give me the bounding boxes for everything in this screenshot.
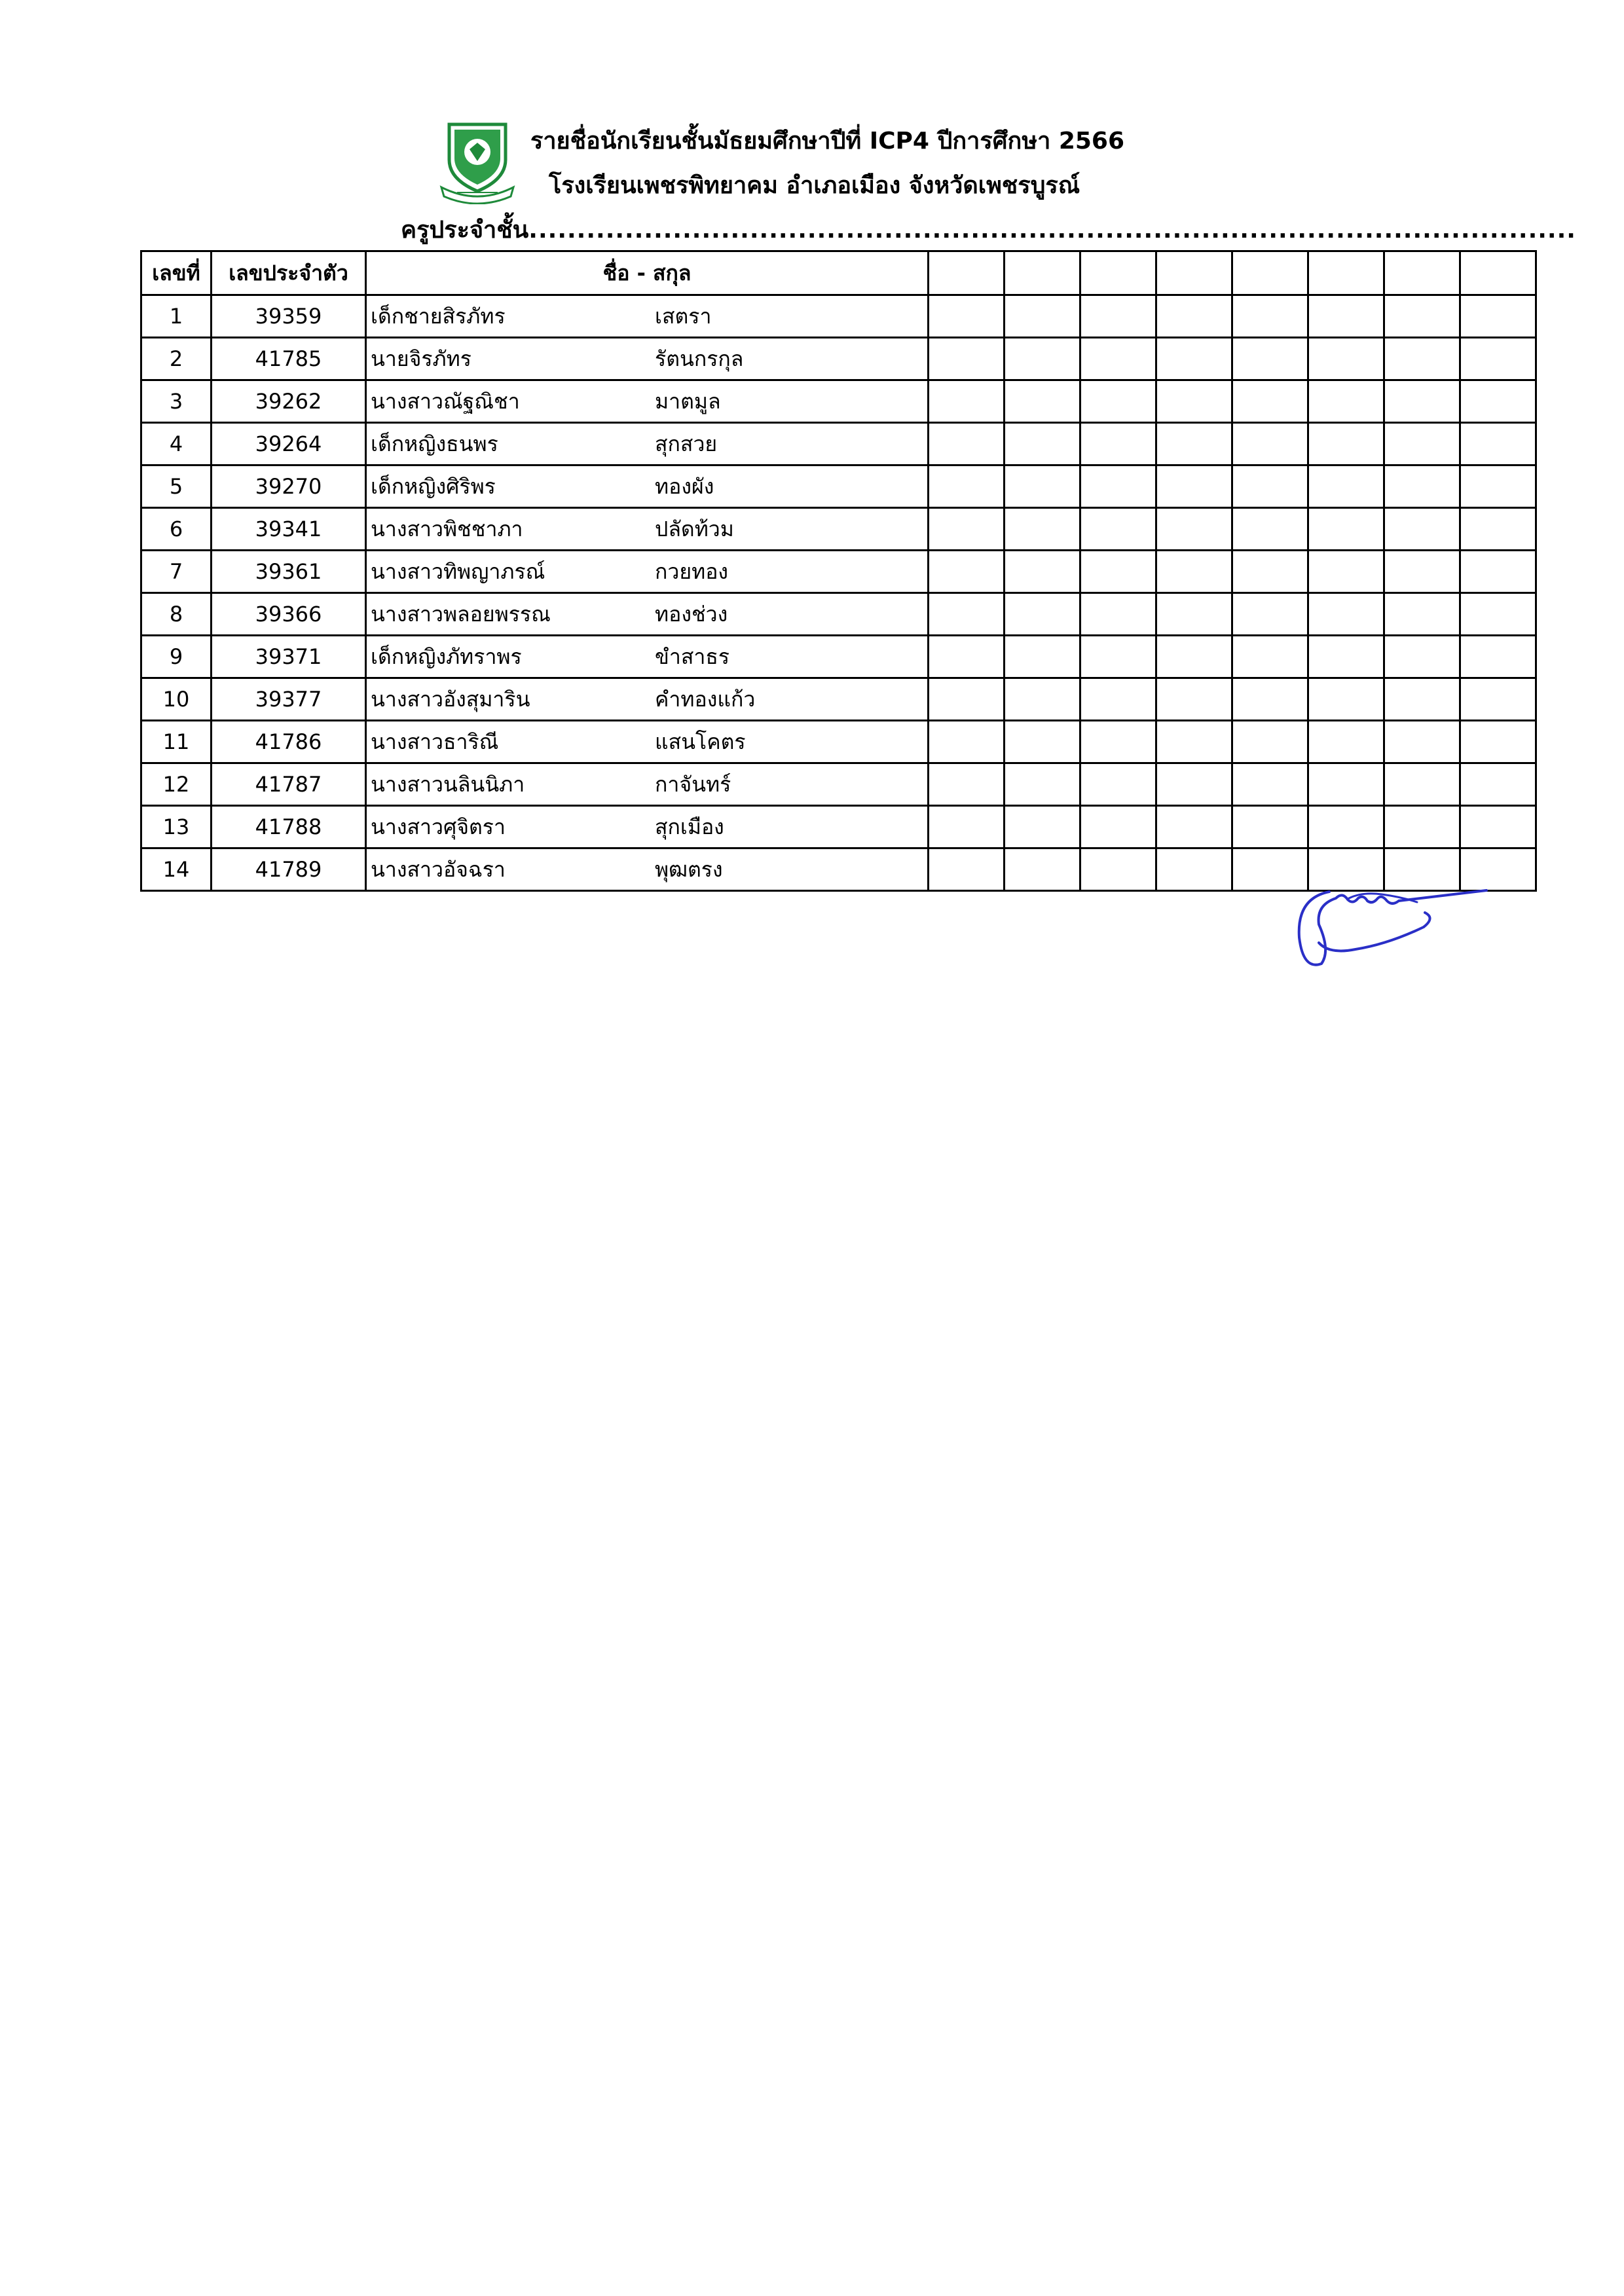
blank-cell <box>1232 423 1308 465</box>
blank-cell <box>929 338 1005 380</box>
blank-cell <box>929 806 1005 848</box>
row-number: 10 <box>141 678 212 721</box>
blank-cell <box>1080 380 1156 423</box>
blank-cell <box>1460 763 1536 806</box>
last-name: สุกสวย <box>655 431 718 456</box>
student-name-cell <box>366 636 929 678</box>
blank-cell <box>929 721 1005 763</box>
blank-cell <box>1080 848 1156 891</box>
blank-cell <box>1156 636 1232 678</box>
row-number: 3 <box>141 380 212 423</box>
blank-cell <box>1232 636 1308 678</box>
last-name: แสนโคตร <box>655 729 746 754</box>
blank-cell <box>1156 295 1232 338</box>
row-number: 9 <box>141 636 212 678</box>
blank-cell <box>1156 848 1232 891</box>
blank-cell <box>1232 380 1308 423</box>
blank-cell <box>1005 636 1080 678</box>
blank-cell <box>929 763 1005 806</box>
blank-cell <box>1384 508 1460 551</box>
first-name: เด็กชายสิรภัทร <box>371 304 506 329</box>
first-name: เด็กหญิงศิริพร <box>371 474 496 499</box>
last-name: ทองผัง <box>655 474 714 499</box>
blank-cell <box>1460 380 1536 423</box>
first-name: เด็กหญิงภัทราพร <box>371 644 522 669</box>
blank-cell <box>1308 593 1384 636</box>
blank-cell <box>1005 678 1080 721</box>
blank-cell <box>1005 338 1080 380</box>
blank-cell <box>1384 380 1460 423</box>
blank-cell <box>1384 721 1460 763</box>
blank-cell <box>1308 636 1384 678</box>
header-blank-column <box>1384 251 1460 295</box>
blank-cell <box>1460 593 1536 636</box>
blank-cell <box>1232 678 1308 721</box>
blank-cell <box>1460 465 1536 508</box>
blank-cell <box>1080 465 1156 508</box>
student-name-cell <box>366 593 929 636</box>
blank-cell <box>1005 848 1080 891</box>
student-name-cell <box>366 806 929 848</box>
document-header <box>0 0 1624 249</box>
blank-cell <box>1080 636 1156 678</box>
first-name: นางสาวพลอยพรรณ <box>371 602 551 627</box>
last-name: คำทองแก้ว <box>655 687 756 712</box>
last-name: ปลัดท้วม <box>655 517 734 541</box>
student-id: 39377 <box>212 678 366 721</box>
blank-cell <box>1156 763 1232 806</box>
blank-cell <box>1384 806 1460 848</box>
table-header-row <box>141 251 1536 295</box>
student-id: 39341 <box>212 508 366 551</box>
blank-cell <box>1232 551 1308 593</box>
blank-cell <box>1156 806 1232 848</box>
teacher-fill-line: ............................................................................................................. <box>528 217 1576 244</box>
blank-cell <box>1384 763 1460 806</box>
blank-cell <box>929 465 1005 508</box>
header-blank-column <box>1080 251 1156 295</box>
student-name-cell <box>366 380 929 423</box>
table-row <box>141 763 1536 806</box>
blank-cell <box>1384 593 1460 636</box>
student-name-cell <box>366 508 929 551</box>
blank-cell <box>1232 295 1308 338</box>
blank-cell <box>1156 508 1232 551</box>
blank-cell <box>1005 806 1080 848</box>
student-name-cell <box>366 551 929 593</box>
blank-cell <box>1308 721 1384 763</box>
last-name: กวยทอง <box>655 559 729 584</box>
first-name: นางสาวพิชชาภา <box>371 517 523 541</box>
blank-cell <box>929 593 1005 636</box>
header-student-id: เลขประจำตัว <box>212 251 366 295</box>
blank-cell <box>1080 721 1156 763</box>
blank-cell <box>1156 721 1232 763</box>
blank-cell <box>1308 380 1384 423</box>
student-id: 39359 <box>212 295 366 338</box>
blank-cell <box>929 848 1005 891</box>
row-number: 2 <box>141 338 212 380</box>
blank-cell <box>1080 295 1156 338</box>
blank-cell <box>1232 465 1308 508</box>
row-number: 5 <box>141 465 212 508</box>
blank-cell <box>1308 465 1384 508</box>
school-logo <box>437 119 517 204</box>
blank-cell <box>1460 678 1536 721</box>
student-id: 39371 <box>212 636 366 678</box>
blank-cell <box>1308 423 1384 465</box>
school-location-line: โรงเรียนเพชรพิทยาคม อำเภอเมือง จังหวัดเพชรบูรณ์ <box>549 172 1080 199</box>
table-row <box>141 465 1536 508</box>
first-name: นางสาวนลินนิภา <box>371 772 525 797</box>
blank-cell <box>1232 338 1308 380</box>
student-name-cell <box>366 848 929 891</box>
blank-cell <box>1080 806 1156 848</box>
blank-cell <box>1308 763 1384 806</box>
blank-cell <box>1005 721 1080 763</box>
first-name: นางสาวศุจิตรา <box>371 814 506 839</box>
blank-cell <box>1384 465 1460 508</box>
blank-cell <box>1308 678 1384 721</box>
table-row <box>141 380 1536 423</box>
row-number: 13 <box>141 806 212 848</box>
header-blank-column <box>1005 251 1080 295</box>
last-name: กาจันทร์ <box>655 772 731 797</box>
document-title: รายชื่อนักเรียนชั้นมัธยมศึกษาปีที่ ICP4 ปีการศึกษา 2566 <box>530 128 1125 155</box>
blank-cell <box>1156 423 1232 465</box>
blank-cell <box>929 508 1005 551</box>
student-id: 41785 <box>212 338 366 380</box>
blank-cell <box>1384 678 1460 721</box>
table-row <box>141 551 1536 593</box>
blank-cell <box>1080 338 1156 380</box>
last-name: พุฒตรง <box>655 857 723 882</box>
blank-cell <box>929 636 1005 678</box>
blank-cell <box>929 551 1005 593</box>
student-id: 41788 <box>212 806 366 848</box>
first-name: นางสาวณัฐณิชา <box>371 389 520 414</box>
blank-cell <box>1005 551 1080 593</box>
last-name: เสตรา <box>655 304 712 329</box>
blank-cell <box>1460 295 1536 338</box>
blank-cell <box>1005 423 1080 465</box>
blank-cell <box>1156 593 1232 636</box>
blank-cell <box>1308 338 1384 380</box>
student-id: 41787 <box>212 763 366 806</box>
student-roster-table <box>140 250 1537 892</box>
blank-cell <box>1080 508 1156 551</box>
table-row <box>141 295 1536 338</box>
table-row <box>141 636 1536 678</box>
first-name: เด็กหญิงธนพร <box>371 431 498 456</box>
student-name-cell <box>366 423 929 465</box>
header-name: ชื่อ - สกุล <box>366 251 929 295</box>
blank-cell <box>1232 721 1308 763</box>
student-name-cell <box>366 295 929 338</box>
header-blank-column <box>1308 251 1384 295</box>
blank-cell <box>1308 295 1384 338</box>
blank-cell <box>1005 593 1080 636</box>
blank-cell <box>1308 551 1384 593</box>
student-id: 39366 <box>212 593 366 636</box>
table-row <box>141 593 1536 636</box>
student-name-cell <box>366 465 929 508</box>
blank-cell <box>1005 508 1080 551</box>
table-row <box>141 338 1536 380</box>
blank-cell <box>1080 763 1156 806</box>
first-name: นางสาวทิพญาภรณ์ <box>371 559 545 584</box>
blank-cell <box>1308 806 1384 848</box>
blank-cell <box>929 423 1005 465</box>
blank-cell <box>1232 806 1308 848</box>
blank-cell <box>1232 593 1308 636</box>
blank-cell <box>929 295 1005 338</box>
blank-cell <box>1156 338 1232 380</box>
blank-cell <box>1384 338 1460 380</box>
row-number: 14 <box>141 848 212 891</box>
header-blank-column <box>1232 251 1308 295</box>
teacher-label: ครูประจำชั้น <box>401 217 529 244</box>
student-id: 39361 <box>212 551 366 593</box>
last-name: ทองช่วง <box>655 602 728 627</box>
student-id: 39264 <box>212 423 366 465</box>
blank-cell <box>929 678 1005 721</box>
first-name: นางสาวอังสุมาริน <box>371 687 530 712</box>
blank-cell <box>1080 678 1156 721</box>
row-number: 12 <box>141 763 212 806</box>
last-name: รัตนกรกุล <box>655 346 744 371</box>
student-name-cell <box>366 721 929 763</box>
student-id: 39262 <box>212 380 366 423</box>
blank-cell <box>1156 678 1232 721</box>
first-name: นายจิรภัทร <box>371 346 471 371</box>
last-name: มาตมูล <box>655 389 721 414</box>
first-name: นางสาวอัจฉรา <box>371 857 506 882</box>
header-blank-column <box>1156 251 1232 295</box>
header-blank-column <box>1460 251 1536 295</box>
handwritten-signature <box>1290 872 1493 990</box>
row-number: 11 <box>141 721 212 763</box>
blank-cell <box>929 380 1005 423</box>
blank-cell <box>1384 423 1460 465</box>
table-row <box>141 508 1536 551</box>
table-row <box>141 678 1536 721</box>
blank-cell <box>1080 551 1156 593</box>
blank-cell <box>1156 465 1232 508</box>
blank-cell <box>1384 551 1460 593</box>
blank-cell <box>1384 295 1460 338</box>
student-id: 41789 <box>212 848 366 891</box>
last-name: ขำสาธร <box>655 644 730 669</box>
row-number: 1 <box>141 295 212 338</box>
blank-cell <box>1460 423 1536 465</box>
blank-cell <box>1080 423 1156 465</box>
table-row <box>141 721 1536 763</box>
student-id: 41786 <box>212 721 366 763</box>
blank-cell <box>1308 508 1384 551</box>
student-name-cell <box>366 678 929 721</box>
header-number: เลขที่ <box>141 251 212 295</box>
student-id: 39270 <box>212 465 366 508</box>
blank-cell <box>1232 508 1308 551</box>
blank-cell <box>1156 380 1232 423</box>
roster-body <box>141 295 1536 891</box>
row-number: 6 <box>141 508 212 551</box>
blank-cell <box>1005 763 1080 806</box>
homeroom-teacher-line <box>401 211 1576 248</box>
student-name-cell <box>366 763 929 806</box>
table-row <box>141 423 1536 465</box>
blank-cell <box>1156 551 1232 593</box>
blank-cell <box>1460 508 1536 551</box>
blank-cell <box>1460 551 1536 593</box>
table-row <box>141 806 1536 848</box>
last-name: สุกเมือง <box>655 814 724 839</box>
blank-cell <box>1460 806 1536 848</box>
blank-cell <box>1460 338 1536 380</box>
blank-cell <box>1005 295 1080 338</box>
row-number: 4 <box>141 423 212 465</box>
first-name: นางสาวธาริณี <box>371 729 499 754</box>
blank-cell <box>1384 636 1460 678</box>
blank-cell <box>1232 763 1308 806</box>
blank-cell <box>1460 636 1536 678</box>
row-number: 8 <box>141 593 212 636</box>
blank-cell <box>1460 721 1536 763</box>
blank-cell <box>1005 380 1080 423</box>
blank-cell <box>1005 465 1080 508</box>
student-name-cell <box>366 338 929 380</box>
row-number: 7 <box>141 551 212 593</box>
header-blank-column <box>929 251 1005 295</box>
blank-cell <box>1080 593 1156 636</box>
